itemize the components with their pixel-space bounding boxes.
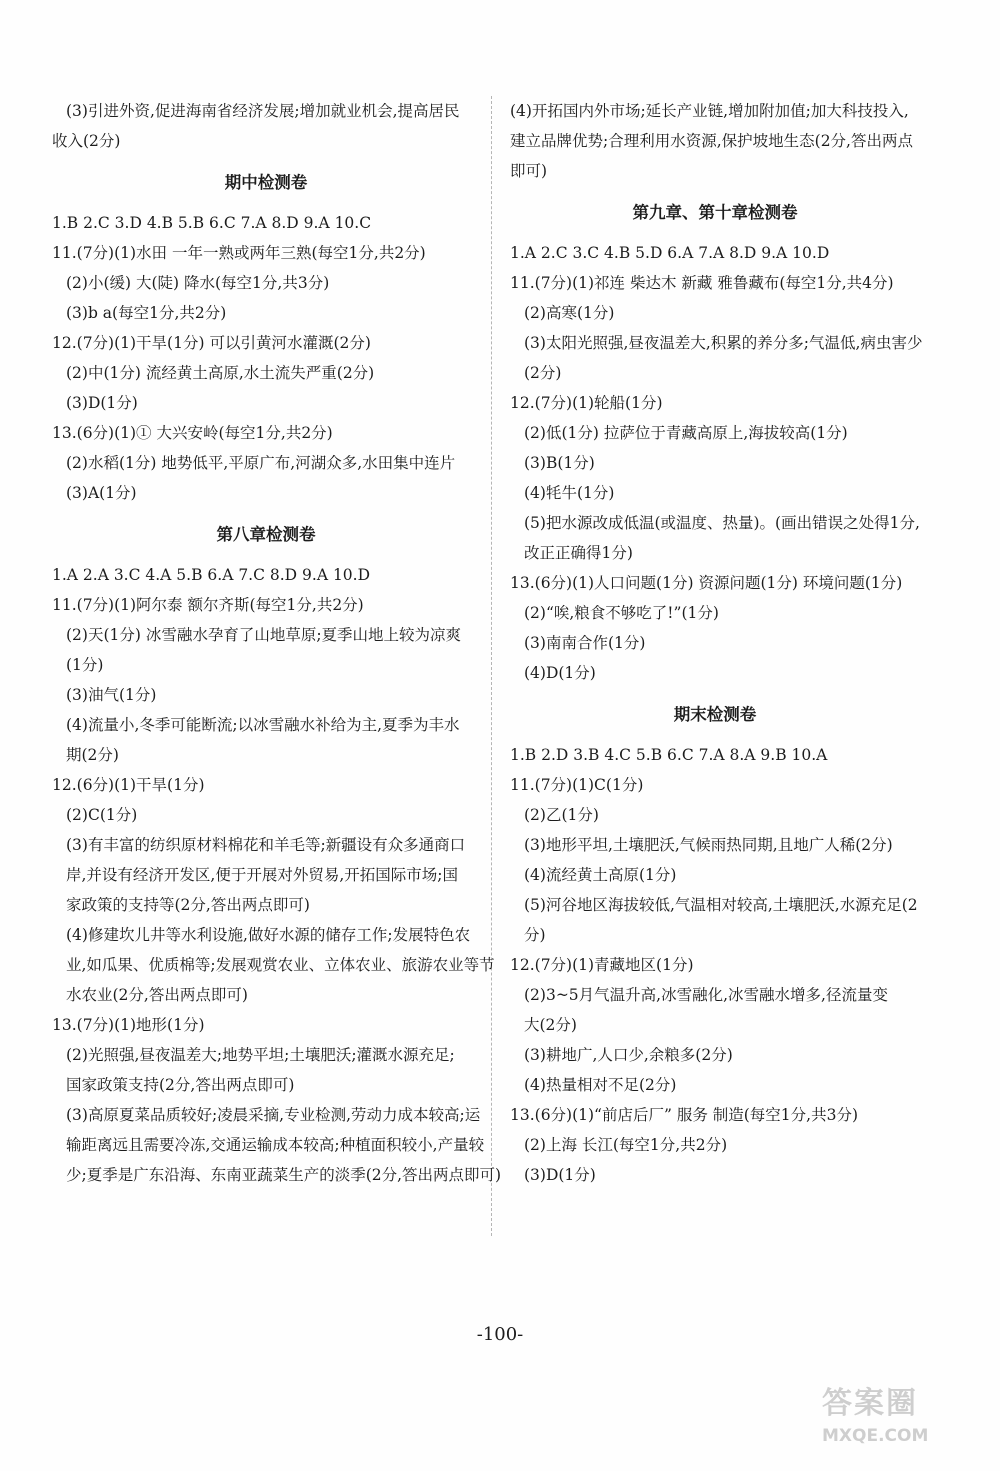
text-line: (3)A(1分)	[66, 484, 137, 502]
text-line: 13.(6分)(1)人口问题(1分) 资源问题(1分) 环境问题(1分)	[510, 574, 903, 592]
text-line: (2)“唉,粮食不够吃了!”(1分)	[524, 604, 719, 622]
text-line: 12.(7分)(1)青藏地区(1分)	[510, 956, 694, 974]
text-line: (5)河谷地区海拔较低,气温相对较高,土壤肥沃,水源充足(2	[524, 896, 918, 914]
section-title-midterm: 期中检测卷	[224, 173, 308, 192]
text-line: (3)B(1分)	[524, 454, 595, 472]
text-line: (2)低(1分) 拉萨位于青藏高原上,海拔较高(1分)	[524, 424, 848, 442]
text-line: (2)乙(1分)	[524, 806, 599, 824]
section-title-chapter9-10: 第九章、第十章检测卷	[632, 203, 798, 222]
text-line: 建立品牌优势;合理利用水资源,保护坡地生态(2分,答出两点	[510, 132, 913, 150]
text-line: (4)牦牛(1分)	[524, 484, 615, 502]
text-line: (5)把水源改成低温(或温度、热量)。(画出错误之处得1分,	[524, 514, 920, 532]
text-line: (3)高原夏菜品质较好;凌晨采摘,专业检测,劳动力成本较高;运	[66, 1106, 481, 1124]
text-line: 13.(7分)(1)地形(1分)	[52, 1016, 205, 1034]
left-intro	[52, 96, 480, 156]
text-line: 1.A 2.A 3.C 4.A 5.B 6.A 7.C 8.D 9.A 10.D	[52, 566, 371, 584]
text-line: 1.A 2.C 3.C 4.B 5.D 6.A 7.A 8.D 9.A 10.D	[510, 244, 830, 262]
section-title-chapter8: 第八章检测卷	[216, 525, 316, 544]
section-chapter8	[52, 560, 502, 1190]
text-line: 国家政策支持(2分,答出两点即可)	[66, 1076, 295, 1094]
column-divider	[491, 96, 492, 1236]
text-line: (3)南南合作(1分)	[524, 634, 646, 652]
text-line: 水农业(2分,答出两点即可)	[66, 986, 248, 1004]
text-line: (2)天(1分) 冰雪融水孕育了山地草原;夏季山地上较为凉爽	[66, 626, 462, 644]
text-line: (2)3~5月气温升高,冰雪融化,冰雪融水增多,径流量变	[524, 986, 888, 1004]
text-line: (3)b a(每空1分,共2分)	[66, 304, 227, 322]
text-line: (4)开拓国内外市场;延长产业链,增加附加值;加大科技投入,	[510, 102, 909, 120]
text-line: 大(2分)	[524, 1016, 577, 1034]
section-midterm	[52, 208, 480, 508]
text-line: (3)太阳光照强,昼夜温差大,积累的养分多;气温低,病虫害少	[524, 334, 923, 352]
text-line: 13.(6分)(1)① 大兴安岭(每空1分,共2分)	[52, 424, 333, 442]
text-line: (3)耕地广,人口少,余粮多(2分)	[524, 1046, 733, 1064]
text-line: 输距离远且需要冷冻,交通运输成本较高;种植面积较小,产量较	[66, 1136, 485, 1154]
section-chapter9-10	[510, 238, 923, 688]
watermark	[822, 1378, 990, 1468]
text-line: (2)水稻(1分) 地势低平,平原广布,河湖众多,水田集中连片	[66, 454, 456, 472]
text-line: 11.(7分)(1)阿尔泰 额尔齐斯(每空1分,共2分)	[52, 596, 364, 614]
text-line: (3)有丰富的纺织原材料棉花和羊毛等;新疆设有众多通商口	[66, 836, 466, 854]
text-line: (3)D(1分)	[66, 394, 138, 412]
text-line: 收入(2分)	[52, 132, 121, 150]
text-line: 分)	[524, 926, 546, 944]
watermark-logo: 答案圈	[822, 1386, 918, 1421]
text-line: (2)小(缓) 大(陡) 降水(每空1分,共3分)	[66, 274, 330, 292]
text-line: (2)光照强,昼夜温差大;地势平坦;土壤肥沃;灌溉水源充足;	[66, 1046, 455, 1064]
text-line: (4)流经黄土高原(1分)	[524, 866, 677, 884]
section-title-final: 期末检测卷	[673, 705, 757, 724]
text-line: (4)修建坎儿井等水利设施,做好水源的储存工作;发展特色农	[66, 926, 471, 944]
text-line: 1.B 2.C 3.D 4.B 5.B 6.C 7.A 8.D 9.A 10.C	[52, 214, 372, 232]
right-intro	[510, 96, 920, 186]
text-line: 1.B 2.D 3.B 4.C 5.B 6.C 7.A 8.A 9.B 10.A	[510, 746, 828, 764]
text-line: (1分)	[66, 656, 104, 674]
text-line: 期(2分)	[66, 746, 119, 764]
text-line: (3)油气(1分)	[66, 686, 157, 704]
text-line: 岸,并设有经济开发区,便于开展对外贸易,开拓国际市场;国	[66, 866, 459, 884]
text-line: (3)地形平坦,土壤肥沃,气候雨热同期,且地广人稀(2分)	[524, 836, 893, 854]
left-column	[52, 96, 502, 1190]
text-line: (2)C(1分)	[66, 806, 138, 824]
text-line: 业,如瓜果、优质棉等;发展观赏农业、立体农业、旅游农业等节	[66, 956, 495, 974]
text-line: (2分)	[524, 364, 562, 382]
text-line: (4)流量小,冬季可能断流;以冰雪融水补给为主,夏季为丰水	[66, 716, 460, 734]
text-line: 11.(7分)(1)水田 一年一熟或两年三熟(每空1分,共2分)	[52, 244, 426, 262]
text-line: (3)引进外资,促进海南省经济发展;增加就业机会,提高居民	[66, 102, 460, 120]
text-line: 即可)	[510, 162, 548, 180]
text-line: (2)上海 长江(每空1分,共2分)	[524, 1136, 728, 1154]
text-line: 改正正确得1分)	[524, 544, 633, 562]
text-line: 12.(7分)(1)轮船(1分)	[510, 394, 663, 412]
text-line: (4)D(1分)	[524, 664, 596, 682]
text-line: 12.(6分)(1)干旱(1分)	[52, 776, 205, 794]
text-line: 12.(7分)(1)干旱(1分) 可以引黄河水灌溉(2分)	[52, 334, 371, 352]
text-line: 11.(7分)(1)祁连 柴达木 新藏 雅鲁藏布(每空1分,共4分)	[510, 274, 894, 292]
text-line: 11.(7分)(1)C(1分)	[510, 776, 644, 794]
page-number: -100-	[476, 1324, 524, 1345]
text-line: 家政策的支持等(2分,答出两点即可)	[66, 896, 310, 914]
text-line: (2)中(1分) 流经黄土高原,水土流失严重(2分)	[66, 364, 375, 382]
section-final	[510, 740, 920, 1190]
right-column	[510, 96, 923, 1190]
text-line: 13.(6分)(1)“前店后厂” 服务 制造(每空1分,共3分)	[510, 1106, 859, 1124]
text-line: (4)热量相对不足(2分)	[524, 1076, 677, 1094]
watermark-url: MXQE.COM	[822, 1426, 929, 1446]
text-line: (2)高寒(1分)	[524, 304, 615, 322]
text-line: (3)D(1分)	[524, 1166, 596, 1184]
text-line: 少;夏季是广东沿海、东南亚蔬菜生产的淡季(2分,答出两点即可)	[66, 1166, 502, 1184]
